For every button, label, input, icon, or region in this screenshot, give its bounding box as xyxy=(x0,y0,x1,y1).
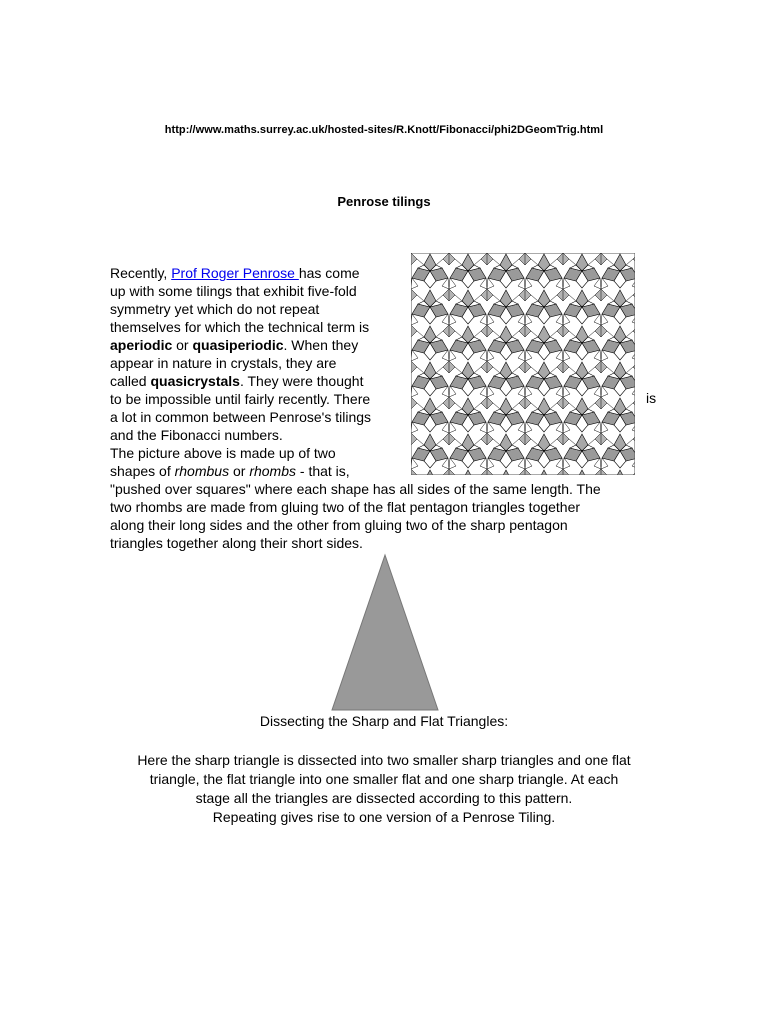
term-rhombs: rhombs xyxy=(249,463,296,479)
dissect-line-1: Here the sharp triangle is dissected into two smaller sharp triangles and one flat xyxy=(137,752,631,768)
intro-line-1: Recently, Prof Roger Penrose has come xyxy=(110,265,360,281)
intro-line-3: symmetry yet which do not repeat xyxy=(110,301,320,317)
dissecting-caption: Dissecting the Sharp and Flat Triangles: xyxy=(259,713,509,729)
is-word: is xyxy=(646,390,657,406)
term-rhombus: rhombus xyxy=(174,463,230,479)
dissect-line-2: triangle, the flat triangle into one smaller flat and one sharp triangle. At each xyxy=(149,771,619,787)
intro-line-8: to be impossible until fairly recently. There xyxy=(110,391,371,407)
dissection-paragraph xyxy=(0,751,768,827)
intro-line-11: The picture above is made up of two xyxy=(110,445,336,461)
term-quasiperiodic: quasiperiodic xyxy=(192,337,284,353)
penrose-tiling-graphic xyxy=(411,253,635,475)
intro-line-15: along their long sides and the other from gluing two of the sharp pentagon xyxy=(110,517,568,533)
source-url: http://www.maths.surrey.ac.uk/hosted-sites/R.Knott/Fibonacci/phi2DGeomTrig.html xyxy=(164,124,604,136)
intro-line-2: up with some tilings that exhibit five-fold xyxy=(110,283,357,299)
intro-line-12: shapes of rhombus or rhombs - that is, xyxy=(110,463,350,479)
sharp-triangle xyxy=(330,553,440,713)
term-aperiodic: aperiodic xyxy=(110,337,173,353)
term-quasicrystals: quasicrystals xyxy=(150,373,240,389)
page-title: Penrose tilings xyxy=(337,194,431,209)
penrose-tiling-image xyxy=(411,253,635,475)
intro-line-4: themselves for which the technical term is xyxy=(110,319,370,335)
intro-line-13: "pushed over squares" where each shape has all sides of the same length. The xyxy=(110,481,601,497)
intro-line-6: appear in nature in crystals, they are xyxy=(110,355,337,371)
intro-line-9: a lot in common between Penrose's tilings xyxy=(110,409,372,425)
dissect-line-3: stage all the triangles are dissected according to this pattern. xyxy=(195,790,573,806)
intro-line-5: aperiodic or quasiperiodic. When they xyxy=(110,337,359,353)
intro-line-10: and the Fibonacci numbers. xyxy=(110,427,283,443)
dissect-line-4: Repeating gives rise to one version of a Penrose Tiling. xyxy=(212,809,556,825)
intro-line-7: called quasicrystals. They were thought xyxy=(110,373,364,389)
penrose-link[interactable]: Prof Roger Penrose xyxy=(171,265,299,281)
intro-line-14: two rhombs are made from gluing two of the flat pentagon triangles together xyxy=(110,499,581,515)
intro-line-16: triangles together along their short sides. xyxy=(110,535,363,551)
